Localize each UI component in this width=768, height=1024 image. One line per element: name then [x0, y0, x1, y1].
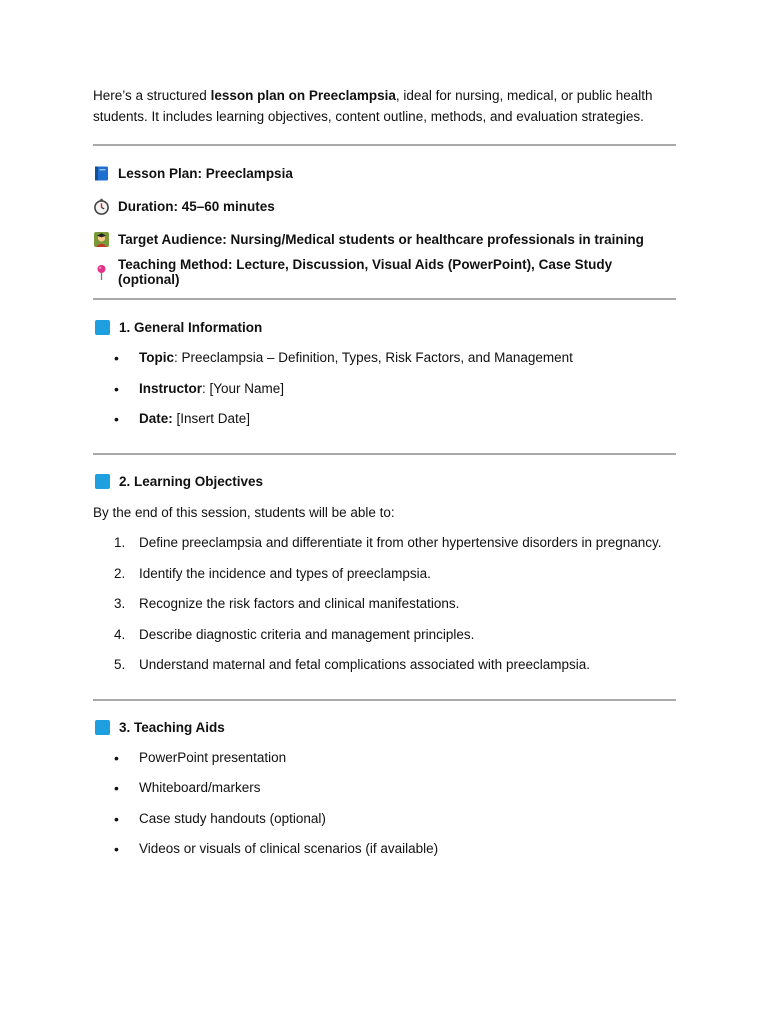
- list-item: [93, 409, 676, 430]
- student-icon: [93, 231, 110, 248]
- blue-square-icon: [95, 720, 110, 735]
- general-info-list: [93, 348, 676, 430]
- method-line: [93, 257, 676, 287]
- list-item: • Case study handouts (optional): [93, 809, 676, 830]
- divider: [93, 453, 676, 455]
- lesson-plan-text: Lesson Plan: Preeclampsia: [118, 165, 293, 181]
- list-item: [93, 564, 676, 585]
- item-number: 1.: [114, 535, 126, 550]
- section-title-text: 2. Learning Objectives: [119, 474, 264, 489]
- blue-book-icon: [93, 165, 110, 182]
- item-label: Date:: [139, 411, 173, 426]
- intro-bold: lesson plan on Preeclampsia: [210, 88, 396, 103]
- item-label: Instructor: [139, 380, 203, 396]
- stopwatch-icon: [93, 198, 110, 215]
- list-item: [93, 594, 676, 615]
- item-text: Understand maternal and fetal complications associated with preeclampsia.: [139, 657, 590, 672]
- list-item: • Whiteboard/markers: [93, 778, 676, 799]
- divider: [93, 699, 676, 701]
- intro-paragraph: [93, 86, 676, 127]
- list-item: [93, 625, 676, 646]
- list-item: • Videos or visuals of clinical scenarios (if available): [93, 839, 676, 860]
- intro-suffix: , ideal for nursing, medical, or public health students. It includes learning objectives, content outline, methods, and evaluation strategies.: [93, 88, 653, 124]
- list-item: [93, 655, 676, 676]
- section-title-aids: [93, 718, 676, 738]
- document-content: [93, 86, 676, 860]
- item-value: : Preeclampsia – Definition, Types, Risk Factors, and Management: [174, 350, 573, 365]
- duration-text: Duration: 45–60 minutes: [118, 198, 275, 214]
- item-text: Describe diagnostic criteria and management principles.: [139, 626, 475, 642]
- section-title-general: [93, 317, 676, 337]
- item-label: Topic: [139, 350, 174, 365]
- objectives-lead: By the end of this session, students will be able to:: [93, 504, 395, 520]
- item-number: 2.: [114, 565, 126, 581]
- audience-text: Target Audience: Nursing/Medical students or healthcare professionals in training: [118, 231, 644, 247]
- item-number: 4.: [114, 626, 126, 642]
- audience-line: [93, 229, 676, 249]
- item-text: Identify the incidence and types of preeclampsia.: [139, 565, 431, 581]
- item-text: Define preeclampsia and differentiate it from other hypertensive disorders in pregnancy.: [139, 535, 662, 550]
- item-value: [Insert Date]: [172, 411, 251, 426]
- duration-line: [93, 196, 676, 216]
- objectives-list: [93, 533, 676, 676]
- teaching-aids-list: [93, 748, 676, 860]
- item-value: : [Your Name]: [202, 380, 285, 396]
- item-number: 5.: [114, 657, 126, 672]
- section-title-text: 3. Teaching Aids: [119, 720, 225, 735]
- list-item: • PowerPoint presentation: [93, 748, 676, 769]
- blue-square-icon: [95, 320, 110, 335]
- list-item: [93, 379, 676, 400]
- lesson-plan-title: [93, 163, 676, 183]
- divider: [93, 144, 676, 146]
- section-title-objectives: [93, 472, 676, 492]
- item-text: Recognize the risk factors and clinical manifestations.: [139, 596, 460, 611]
- item-number: 3.: [114, 596, 126, 611]
- intro-prefix: Here’s a structured: [93, 88, 211, 103]
- method-text: Teaching Method: Lecture, Discussion, Visual Aids (PowerPoint), Case Study (optional): [118, 257, 613, 287]
- list-item: [93, 533, 676, 554]
- pushpin-icon: [93, 264, 110, 281]
- blue-square-icon: [95, 474, 110, 489]
- section-title-text: 1. General Information: [119, 319, 263, 335]
- list-item: [93, 348, 676, 369]
- divider: [93, 298, 676, 300]
